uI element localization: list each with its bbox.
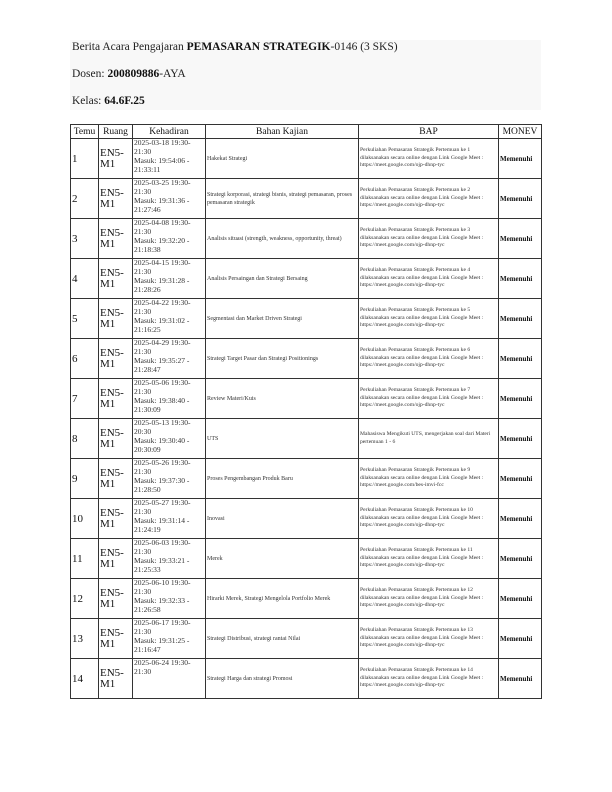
bahan-kajian-cell: Merek	[206, 539, 359, 579]
bap-cell: Perkuliahan Pemasaran Strategik Pertemuan ke 5 dilaksanakan secara online dengan Link Google Meet : https://meet.google.com/ojp-dhnp-tyc	[359, 299, 499, 339]
bahan-kajian-cell: Hakekat Strategi	[206, 139, 359, 179]
header-temu: Temu	[71, 125, 99, 139]
kehadiran-cell	[133, 499, 206, 539]
bap-cell: Perkuliahan Pemasaran Strategik Pertemuan ke 7 dilaksanakan secara online dengan Link Google Meet : https://meet.google.com/ojp-dhnp-tyc	[359, 379, 499, 419]
bahan-kajian-cell: Inovasi	[206, 499, 359, 539]
ruang-cell: EN5-M1	[99, 619, 133, 659]
table-header-row	[71, 125, 542, 139]
masuk-text: Masuk: 19:31:25 - 21:16:47	[134, 636, 190, 654]
masuk-text: Masuk: 19:32:20 - 21:18:38	[134, 236, 190, 254]
bap-cell: Perkuliahan Pemasaran Strategik Pertemuan ke 6 dilaksanakan secara online dengan Link Google Meet : https://meet.google.com/ojp-dhnp-tyc	[359, 339, 499, 379]
jadwal-text: 2025-06-24 19:30-21:30	[134, 658, 191, 676]
masuk-text: Masuk: 19:31:14 - 21:24:19	[134, 516, 190, 534]
kehadiran-cell	[133, 299, 206, 339]
attendance-table	[70, 124, 542, 699]
course-name: PEMASARAN STRATEGIK	[186, 41, 331, 53]
kehadiran-cell	[133, 379, 206, 419]
jadwal-text: 2025-03-18 19:30-21:30	[134, 138, 191, 156]
ruang-cell: EN5-M1	[99, 379, 133, 419]
temu-cell: 12	[71, 579, 99, 619]
temu-cell: 3	[71, 219, 99, 259]
bahan-kajian-cell: Proses Pengembangan Produk Baru	[206, 459, 359, 499]
kehadiran-cell	[133, 459, 206, 499]
dosen-line	[72, 68, 186, 80]
kelas-value: 64.6F.25	[104, 95, 145, 107]
masuk-text: Masuk: 19:37:30 - 21:28:50	[134, 476, 190, 494]
jadwal-text: 2025-05-27 19:30-21:30	[134, 498, 191, 516]
monev-cell: Memenuhi	[499, 179, 542, 219]
table-row	[71, 499, 542, 539]
title-line	[72, 41, 398, 53]
ruang-cell: EN5-M1	[99, 579, 133, 619]
kelas-line	[72, 95, 145, 107]
jadwal-text: 2025-06-10 19:30-21:30	[134, 578, 191, 596]
temu-cell: 9	[71, 459, 99, 499]
kehadiran-cell	[133, 259, 206, 299]
bahan-kajian-cell: Strategi Harga dan strategi Promosi	[206, 659, 359, 699]
table-row	[71, 579, 542, 619]
jadwal-text: 2025-04-29 19:30-21:30	[134, 338, 191, 356]
bap-cell: Perkuliahan Pemasaran Strategik Pertemuan ke 9 dilaksanakan secara online dengan Link Google Meet : https://meet.google.com/bes-imvi-fcc	[359, 459, 499, 499]
masuk-text: Masuk: 19:54:06 - 21:33:11	[134, 156, 190, 174]
ruang-cell: EN5-M1	[99, 299, 133, 339]
bahan-kajian-cell: Segmentasi dan Market Driven Strategi	[206, 299, 359, 339]
temu-cell: 7	[71, 379, 99, 419]
jadwal-text: 2025-06-03 19:30-21:30	[134, 538, 191, 556]
table-row	[71, 419, 542, 459]
header-bap: BAP	[359, 125, 499, 139]
kehadiran-cell	[133, 419, 206, 459]
table-row	[71, 219, 542, 259]
temu-cell: 4	[71, 259, 99, 299]
bap-cell: Mahasiswa Mengikuti UTS, mengerjakan soal dari Materi pertemuan 1 - 6	[359, 419, 499, 459]
kehadiran-cell	[133, 219, 206, 259]
temu-cell: 14	[71, 659, 99, 699]
table-row	[71, 379, 542, 419]
jadwal-text: 2025-05-06 19:30-21:30	[134, 378, 191, 396]
ruang-cell: EN5-M1	[99, 339, 133, 379]
dosen-id: 200809886	[107, 68, 160, 80]
monev-cell: Memenuhi	[499, 219, 542, 259]
temu-cell: 6	[71, 339, 99, 379]
kehadiran-cell	[133, 579, 206, 619]
kehadiran-cell	[133, 619, 206, 659]
monev-cell: Memenuhi	[499, 299, 542, 339]
bahan-kajian-cell: Hirarki Merek, Strategi Mengelola Portfolio Merek	[206, 579, 359, 619]
jadwal-text: 2025-04-08 19:30-21:30	[134, 218, 191, 236]
monev-cell: Memenuhi	[499, 379, 542, 419]
masuk-text: Masuk: 19:35:27 - 21:28:47	[134, 356, 190, 374]
monev-cell: Memenuhi	[499, 579, 542, 619]
bap-cell: Perkuliahan Pemasaran Strategik Pertemuan ke 10 dilaksanakan secara online dengan Link Google Meet : https://meet.google.com/ojp-dhnp-tyc	[359, 499, 499, 539]
ruang-cell: EN5-M1	[99, 499, 133, 539]
bap-cell: Perkuliahan Pemasaran Strategik Pertemuan ke 14 dilaksanakan secara online dengan Link Google Meet : https://meet.google.com/ojp-dhnp-tyc	[359, 659, 499, 699]
course-code: -0146 (3 SKS)	[330, 41, 398, 53]
ruang-cell: EN5-M1	[99, 259, 133, 299]
bap-cell: Perkuliahan Pemasaran Strategik Pertemuan ke 4 dilaksanakan secara online dengan Link Google Meet : https://meet.google.com/ojp-dhnp-tyc	[359, 259, 499, 299]
monev-cell: Memenuhi	[499, 539, 542, 579]
ruang-cell: EN5-M1	[99, 539, 133, 579]
header-bahan-kajian: Bahan Kajian	[206, 125, 359, 139]
monev-cell: Memenuhi	[499, 619, 542, 659]
table-row	[71, 259, 542, 299]
temu-cell: 11	[71, 539, 99, 579]
ruang-cell: EN5-M1	[99, 419, 133, 459]
monev-cell: Memenuhi	[499, 499, 542, 539]
kehadiran-cell	[133, 339, 206, 379]
monev-cell: Memenuhi	[499, 259, 542, 299]
dosen-label: Dosen:	[72, 68, 108, 80]
temu-cell: 10	[71, 499, 99, 539]
bap-cell: Perkuliahan Pemasaran Strategik Pertemuan ke 11 dilaksanakan secara online dengan Link Google Meet : https://meet.google.com/ojp-dhnp-tyc	[359, 539, 499, 579]
monev-cell: Memenuhi	[499, 139, 542, 179]
bahan-kajian-cell: Strategi korporasi, strategi bisnis, strategi pemasaran, proses pemasaran strategik	[206, 179, 359, 219]
masuk-text: Masuk: 19:32:33 - 21:26:58	[134, 596, 190, 614]
monev-cell: Memenuhi	[499, 459, 542, 499]
bahan-kajian-cell: Strategi Target Pasar dan Strategi Positionings	[206, 339, 359, 379]
table-row	[71, 339, 542, 379]
bahan-kajian-cell: Analisis Persaingan dan Strategi Bersaing	[206, 259, 359, 299]
table-row	[71, 179, 542, 219]
temu-cell: 2	[71, 179, 99, 219]
masuk-text: Masuk: 19:38:40 - 21:30:09	[134, 396, 190, 414]
kehadiran-cell	[133, 659, 206, 699]
monev-cell: Memenuhi	[499, 659, 542, 699]
table-row	[71, 459, 542, 499]
bap-cell: Perkuliahan Pemasaran Strategik Pertemuan ke 13 dilaksanakan secara online dengan Link Google Meet : https://meet.google.com/ojp-dhnp-tyc	[359, 619, 499, 659]
masuk-text: Masuk: 19:30:40 - 20:30:09	[134, 436, 190, 454]
kehadiran-cell	[133, 539, 206, 579]
jadwal-text: 2025-06-17 19:30-21:30	[134, 618, 191, 636]
ruang-cell: EN5-M1	[99, 459, 133, 499]
ruang-cell: EN5-M1	[99, 179, 133, 219]
title-prefix: Berita Acara Pengajaran	[72, 41, 187, 53]
document-header	[70, 40, 541, 110]
table-row	[71, 139, 542, 179]
monev-cell: Memenuhi	[499, 339, 542, 379]
bap-cell: Perkuliahan Pemasaran Strategik Pertemuan ke 2 dilaksanakan secara online dengan Link Google Meet : https://meet.google.com/ojp-dhnp-tyc	[359, 179, 499, 219]
temu-cell: 8	[71, 419, 99, 459]
bahan-kajian-cell: UTS	[206, 419, 359, 459]
table-row	[71, 299, 542, 339]
dosen-suffix: -AYA	[159, 68, 186, 80]
bahan-kajian-cell: Analisis situasi (strength, weakness, opportunity, threat)	[206, 219, 359, 259]
monev-cell: Memenuhi	[499, 419, 542, 459]
bap-cell: Perkuliahan Pemasaran Strategik Pertemuan ke 3 dilaksanakan secara online dengan Link Google Meet : https://meet.google.com/ojp-dhnp-tyc	[359, 219, 499, 259]
header-kehadiran: Kehadiran	[133, 125, 206, 139]
jadwal-text: 2025-04-15 19:30-21:30	[134, 258, 191, 276]
bahan-kajian-cell: Strategi Distribusi, strategi rantai Nilai	[206, 619, 359, 659]
masuk-text: Masuk: 19:33:21 - 21:25:33	[134, 556, 190, 574]
jadwal-text: 2025-03-25 19:30-21:30	[134, 178, 191, 196]
jadwal-text: 2025-05-13 19:30-20:30	[134, 418, 191, 436]
kelas-label: Kelas:	[72, 95, 105, 107]
bahan-kajian-cell: Review Materi/Kuis	[206, 379, 359, 419]
table-row	[71, 539, 542, 579]
temu-cell: 1	[71, 139, 99, 179]
table-row	[71, 659, 542, 699]
bap-cell: Perkuliahan Pemasaran Strategik Pertemuan ke 12 dilaksanakan secara online dengan Link Google Meet : https://meet.google.com/ojp-dhnp-tyc	[359, 579, 499, 619]
masuk-text: Masuk: 19:31:36 - 21:27:46	[134, 196, 190, 214]
header-ruang: Ruang	[99, 125, 133, 139]
masuk-text: Masuk: 19:31:02 - 21:16:25	[134, 316, 190, 334]
temu-cell: 5	[71, 299, 99, 339]
bap-cell: Perkuliahan Pemasaran Strategik Pertemuan ke 1 dilaksanakan secara online dengan Link Google Meet : https://meet.google.com/ojp-dhnp-tyc	[359, 139, 499, 179]
ruang-cell: EN5-M1	[99, 659, 133, 699]
header-monev: MONEV	[499, 125, 542, 139]
temu-cell: 13	[71, 619, 99, 659]
ruang-cell: EN5-M1	[99, 219, 133, 259]
jadwal-text: 2025-04-22 19:30-21:30	[134, 298, 191, 316]
kehadiran-cell	[133, 179, 206, 219]
ruang-cell: EN5-M1	[99, 139, 133, 179]
jadwal-text: 2025-05-26 19:30-21:30	[134, 458, 191, 476]
masuk-text: Masuk: 19:31:28 - 21:28:26	[134, 276, 190, 294]
table-row	[71, 619, 542, 659]
kehadiran-cell	[133, 139, 206, 179]
